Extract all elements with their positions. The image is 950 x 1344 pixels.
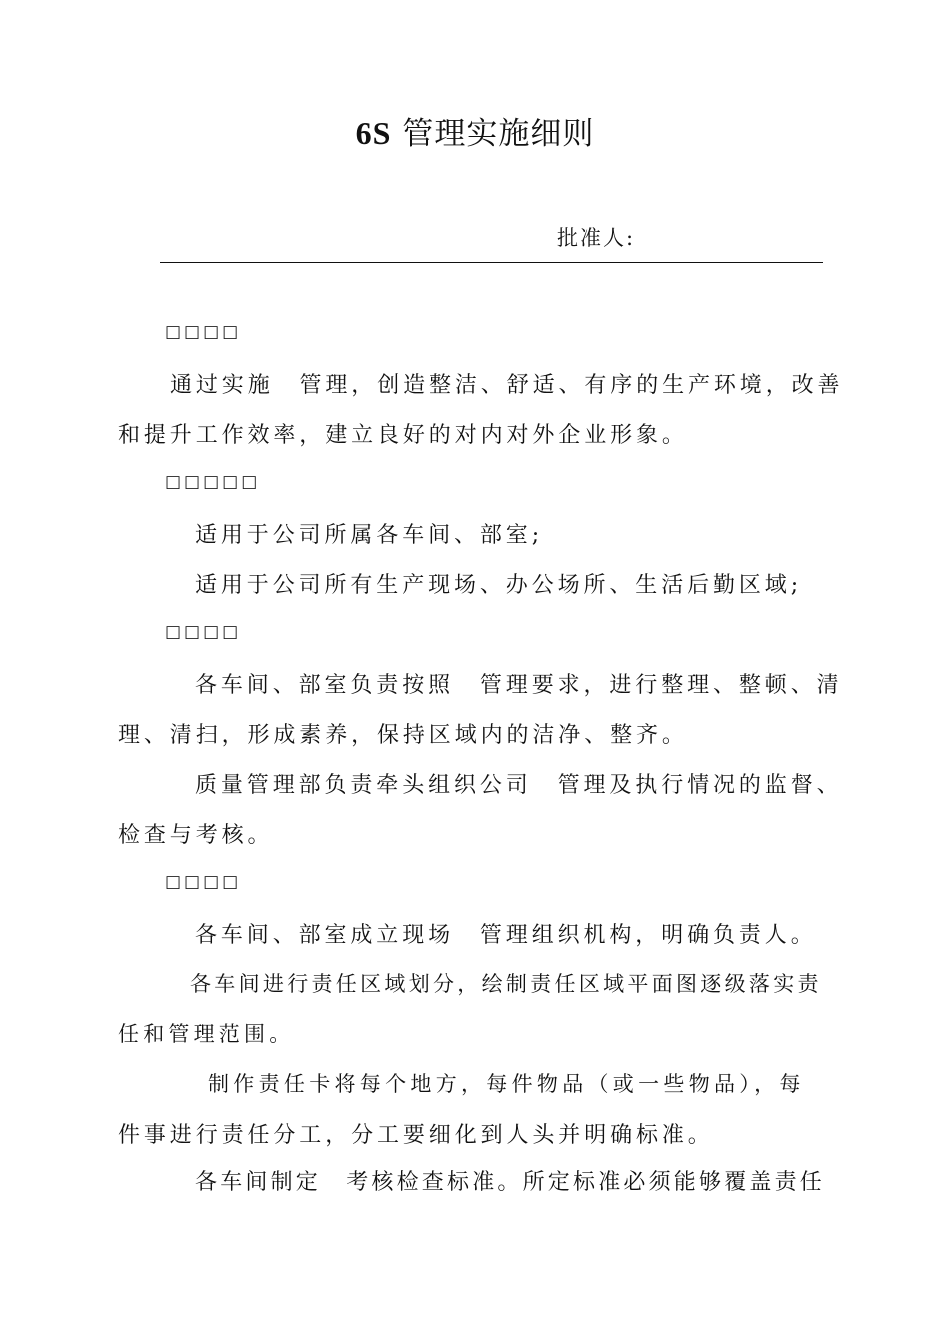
document-title [0,108,950,153]
section-heading-scope: □□□□□ [165,472,261,492]
paragraph-line: 适用于公司所属各车间、部室; [195,523,544,548]
section-heading-purpose: □□□□ [165,322,242,342]
paragraph-line: 检查与考核。 [118,823,274,848]
paragraph-line: 各车间、部室负责按照 管理要求，进行整理、整顿、清 [195,673,843,698]
paragraph-line: 各车间、部室成立现场 管理组织机构，明确负责人。 [195,923,817,948]
section-heading-organization: □□□□ [165,872,242,892]
paragraph-line: 质量管理部负责牵头组织公司 管理及执行情况的监督、 [195,773,843,798]
paragraph-line: 制作责任卡将每个地方，每件物品（或一些物品），每 [208,1072,805,1096]
paragraph-line: 通过实施 管理，创造整洁、舒适、有序的生产环境，改善 [170,373,844,398]
title-text: 管理实施细则 [402,116,595,152]
title-number: 6S [355,115,392,151]
paragraph-line: 适用于公司所有生产现场、办公场所、生活后勤区域; [195,573,803,598]
paragraph-line: 件事进行责任分工，分工要细化到人头并明确标准。 [118,1123,714,1148]
paragraph-line: 各车间进行责任区域划分，绘制责任区域平面图逐级落实责 [190,972,822,996]
paragraph-line: 各车间制定 考核检查标准。所定标准必须能够覆盖责任 [195,1170,826,1195]
approver-label: 批准人: [557,226,636,250]
paragraph-line: 任和管理范围。 [118,1022,295,1046]
approver-signature-line [160,262,823,263]
paragraph-line: 理、清扫，形成素养，保持区域内的洁净、整齐。 [118,723,688,748]
section-heading-responsibility: □□□□ [165,622,242,642]
paragraph-line: 和提升工作效率，建立良好的对内对外企业形象。 [118,423,688,448]
